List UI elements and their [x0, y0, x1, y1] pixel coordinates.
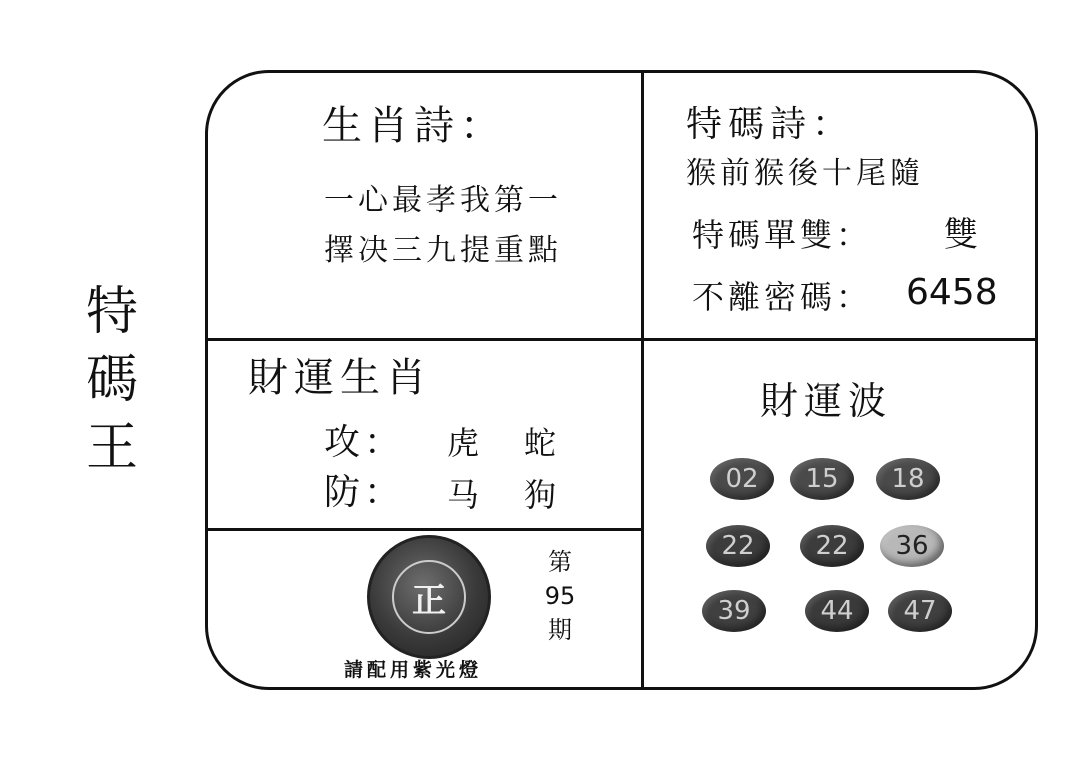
- wave-ball-number: 44: [820, 596, 854, 626]
- side-title: [80, 278, 144, 482]
- left-divider-1: [208, 338, 641, 341]
- wave-ball-number: 22: [815, 531, 849, 561]
- wave-ball-number: 15: [805, 464, 839, 494]
- wave-ball: [790, 458, 854, 500]
- zodiac-poem-heading: 生肖詩：: [322, 103, 506, 149]
- fortune-zodiac-heading: 財運生肖: [248, 355, 432, 401]
- right-divider: [641, 338, 1035, 341]
- side-title-char-3: 王: [85, 418, 138, 478]
- issue-prefix: 第: [548, 548, 572, 576]
- wave-ball-number: 22: [721, 531, 755, 561]
- wave-ball-number: 36: [895, 531, 929, 561]
- attack-label: 攻：: [324, 422, 405, 463]
- left-divider-2: [208, 528, 641, 531]
- wave-ball-number: 18: [891, 464, 925, 494]
- wave-ball-number: 47: [903, 596, 937, 626]
- attack-value-2: 蛇: [524, 424, 561, 462]
- side-title-char-1: 特: [85, 282, 138, 342]
- keep-code-label: 不離密碼：: [692, 278, 873, 316]
- wave-ball: [888, 590, 952, 632]
- wave-ball: [880, 525, 944, 567]
- zodiac-poem-line-2: 擇决三九提重點: [324, 233, 562, 268]
- side-title-char-2: 碼: [85, 350, 138, 410]
- special-poem-heading: 特碼詩：: [686, 104, 855, 145]
- issue-suffix: 期: [548, 616, 572, 644]
- wave-ball: [706, 525, 770, 567]
- wave-ball-number: 02: [725, 464, 759, 494]
- odd-even-label: 特碼單雙：: [692, 216, 873, 254]
- issue-value: 95: [544, 582, 576, 610]
- defend-label: 防：: [324, 472, 405, 513]
- issue-number: [540, 545, 580, 647]
- keep-code-value: 6458: [906, 272, 998, 313]
- footer-note: 請配用紫光燈: [344, 659, 483, 681]
- fortune-wave-heading: 財運波: [760, 379, 893, 423]
- wave-ball: [876, 458, 940, 500]
- wave-ball: [800, 525, 864, 567]
- wave-ball: [702, 590, 766, 632]
- zodiac-poem-lines: [324, 176, 562, 276]
- official-seal: [367, 535, 491, 659]
- wave-ball-number: 39: [717, 596, 751, 626]
- wave-ball: [710, 458, 774, 500]
- wave-ball: [805, 590, 869, 632]
- zodiac-poem-line-1: 一心最孝我第一: [324, 183, 562, 218]
- defend-value-1: 马: [447, 476, 484, 514]
- special-poem-line: 猴前猴後十尾隨: [686, 156, 924, 191]
- vertical-divider: [641, 73, 644, 687]
- defend-value-2: 狗: [524, 476, 561, 514]
- odd-even-value: 雙: [944, 215, 978, 255]
- attack-value-1: 虎: [447, 424, 484, 462]
- seal-center-char: 正: [412, 580, 446, 621]
